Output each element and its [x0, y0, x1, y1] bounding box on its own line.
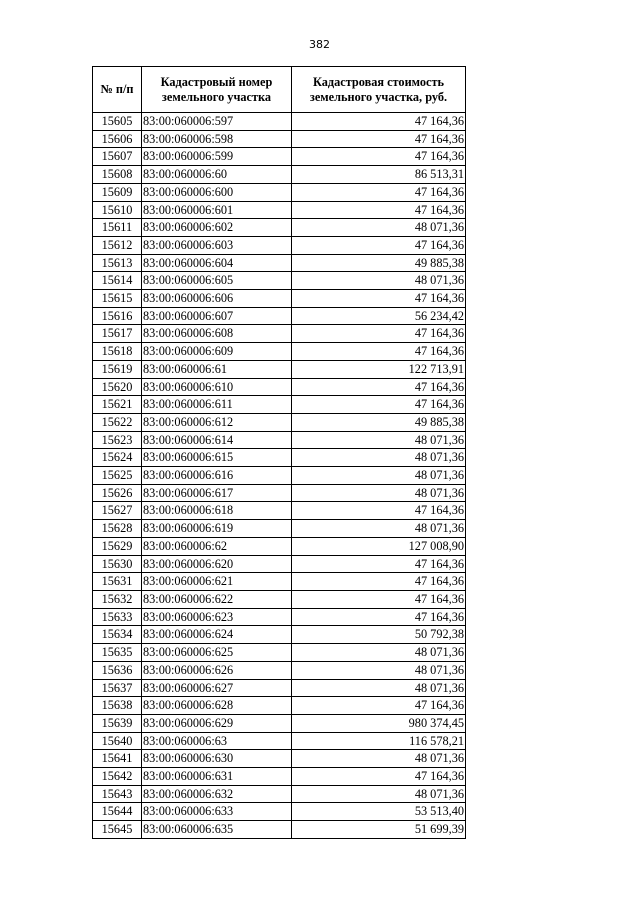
- row-number-cell: 15611: [93, 219, 142, 237]
- cadastral-value-cell: 48 071,36: [292, 644, 466, 662]
- table-row: [93, 148, 466, 166]
- cadastral-number-cell: 83:00:060006:63: [142, 732, 292, 750]
- cadastral-value-cell: 53 513,40: [292, 803, 466, 821]
- table-row: [93, 467, 466, 485]
- cadastral-number-cell: 83:00:060006:609: [142, 343, 292, 361]
- cadastral-value-cell: 48 071,36: [292, 520, 466, 538]
- row-number-cell: 15624: [93, 449, 142, 467]
- table-row: [93, 661, 466, 679]
- cadastral-number-cell: 83:00:060006:62: [142, 537, 292, 555]
- cadastral-number-cell: 83:00:060006:608: [142, 325, 292, 343]
- table-row: [93, 236, 466, 254]
- row-number-cell: 15634: [93, 626, 142, 644]
- cadastral-number-cell: 83:00:060006:599: [142, 148, 292, 166]
- row-number-cell: 15605: [93, 113, 142, 131]
- row-number-cell: 15641: [93, 750, 142, 768]
- cadastral-number-cell: 83:00:060006:602: [142, 219, 292, 237]
- table-row: [93, 183, 466, 201]
- row-number-cell: 15621: [93, 396, 142, 414]
- row-number-cell: 15632: [93, 590, 142, 608]
- cadastral-value-cell: 47 164,36: [292, 396, 466, 414]
- cadastral-number-cell: 83:00:060006:635: [142, 821, 292, 839]
- table-row: [93, 431, 466, 449]
- table-row: [93, 590, 466, 608]
- row-number-cell: 15627: [93, 502, 142, 520]
- row-number-cell: 15612: [93, 236, 142, 254]
- cadastral-number-cell: 83:00:060006:612: [142, 413, 292, 431]
- row-number-cell: 15640: [93, 732, 142, 750]
- table-header-row: [93, 67, 466, 113]
- table-row: [93, 413, 466, 431]
- cadastral-number-cell: 83:00:060006:621: [142, 573, 292, 591]
- row-number-cell: 15613: [93, 254, 142, 272]
- cadastral-number-cell: 83:00:060006:626: [142, 661, 292, 679]
- cadastral-value-cell: 48 071,36: [292, 431, 466, 449]
- cadastral-number-cell: 83:00:060006:630: [142, 750, 292, 768]
- cadastral-value-cell: 51 699,39: [292, 821, 466, 839]
- table-row: [93, 555, 466, 573]
- cadastral-value-cell: 47 164,36: [292, 768, 466, 786]
- cadastral-value-cell: 47 164,36: [292, 201, 466, 219]
- table-row: [93, 626, 466, 644]
- cadastral-value-cell: 47 164,36: [292, 590, 466, 608]
- cadastral-value-cell: 48 071,36: [292, 484, 466, 502]
- table-row: [93, 290, 466, 308]
- table-row: [93, 272, 466, 290]
- cadastral-value-cell: 47 164,36: [292, 502, 466, 520]
- cadastral-number-cell: 83:00:060006:610: [142, 378, 292, 396]
- cadastral-number-cell: 83:00:060006:600: [142, 183, 292, 201]
- cadastral-value-cell: 47 164,36: [292, 130, 466, 148]
- cadastral-value-cell: 47 164,36: [292, 697, 466, 715]
- row-number-cell: 15628: [93, 520, 142, 538]
- header-num: № п/п: [93, 67, 142, 113]
- cadastral-value-cell: 47 164,36: [292, 183, 466, 201]
- table-row: [93, 325, 466, 343]
- header-cadastral-number: Кадастровый номер земельного участка: [142, 67, 292, 113]
- row-number-cell: 15610: [93, 201, 142, 219]
- row-number-cell: 15606: [93, 130, 142, 148]
- cadastral-value-cell: 48 071,36: [292, 750, 466, 768]
- row-number-cell: 15617: [93, 325, 142, 343]
- cadastral-number-cell: 83:00:060006:624: [142, 626, 292, 644]
- cadastral-number-cell: 83:00:060006:620: [142, 555, 292, 573]
- cadastral-value-cell: 48 071,36: [292, 449, 466, 467]
- row-number-cell: 15644: [93, 803, 142, 821]
- cadastral-value-cell: 48 071,36: [292, 661, 466, 679]
- table-row: [93, 750, 466, 768]
- row-number-cell: 15618: [93, 343, 142, 361]
- table-row: [93, 449, 466, 467]
- cadastral-value-cell: 49 885,38: [292, 254, 466, 272]
- cadastral-value-cell: 48 071,36: [292, 272, 466, 290]
- cadastral-number-cell: 83:00:060006:625: [142, 644, 292, 662]
- table-row: [93, 502, 466, 520]
- cadastral-number-cell: 83:00:060006:601: [142, 201, 292, 219]
- row-number-cell: 15623: [93, 431, 142, 449]
- table-row: [93, 484, 466, 502]
- cadastral-value-cell: 47 164,36: [292, 325, 466, 343]
- cadastral-value-cell: 48 071,36: [292, 679, 466, 697]
- row-number-cell: 15631: [93, 573, 142, 591]
- cadastral-number-cell: 83:00:060006:615: [142, 449, 292, 467]
- cadastral-number-cell: 83:00:060006:632: [142, 785, 292, 803]
- table-row: [93, 378, 466, 396]
- table-row: [93, 396, 466, 414]
- cadastral-number-cell: 83:00:060006:614: [142, 431, 292, 449]
- cadastral-value-cell: 49 885,38: [292, 413, 466, 431]
- table-row: [93, 130, 466, 148]
- row-number-cell: 15619: [93, 360, 142, 378]
- cadastral-number-cell: 83:00:060006:606: [142, 290, 292, 308]
- cadastral-number-cell: 83:00:060006:598: [142, 130, 292, 148]
- row-number-cell: 15625: [93, 467, 142, 485]
- row-number-cell: 15615: [93, 290, 142, 308]
- cadastral-value-cell: 47 164,36: [292, 343, 466, 361]
- row-number-cell: 15614: [93, 272, 142, 290]
- table-row: [93, 768, 466, 786]
- table-row: [93, 307, 466, 325]
- table-row: [93, 343, 466, 361]
- table-row: [93, 360, 466, 378]
- row-number-cell: 15643: [93, 785, 142, 803]
- cadastral-number-cell: 83:00:060006:619: [142, 520, 292, 538]
- row-number-cell: 15639: [93, 714, 142, 732]
- table-row: [93, 821, 466, 839]
- table-row: [93, 679, 466, 697]
- cadastral-number-cell: 83:00:060006:628: [142, 697, 292, 715]
- row-number-cell: 15642: [93, 768, 142, 786]
- cadastral-number-cell: 83:00:060006:623: [142, 608, 292, 626]
- header-cadastral-value: Кадастровая стоимость земельного участка, руб.: [292, 67, 466, 113]
- cadastral-value-cell: 50 792,38: [292, 626, 466, 644]
- row-number-cell: 15626: [93, 484, 142, 502]
- row-number-cell: 15637: [93, 679, 142, 697]
- table-row: [93, 219, 466, 237]
- table-row: [93, 201, 466, 219]
- cadastral-number-cell: 83:00:060006:617: [142, 484, 292, 502]
- table-row: [93, 803, 466, 821]
- row-number-cell: 15636: [93, 661, 142, 679]
- cadastral-number-cell: 83:00:060006:597: [142, 113, 292, 131]
- row-number-cell: 15633: [93, 608, 142, 626]
- row-number-cell: 15645: [93, 821, 142, 839]
- cadastral-number-cell: 83:00:060006:629: [142, 714, 292, 732]
- cadastral-value-cell: 47 164,36: [292, 148, 466, 166]
- table-row: [93, 644, 466, 662]
- table-row: [93, 113, 466, 131]
- cadastral-value-cell: 47 164,36: [292, 573, 466, 591]
- cadastral-value-cell: 47 164,36: [292, 290, 466, 308]
- table-row: [93, 697, 466, 715]
- row-number-cell: 15638: [93, 697, 142, 715]
- cadastral-value-cell: 127 008,90: [292, 537, 466, 555]
- table-row: [93, 573, 466, 591]
- cadastral-number-cell: 83:00:060006:61: [142, 360, 292, 378]
- cadastral-value-cell: 980 374,45: [292, 714, 466, 732]
- cadastral-value-cell: 48 071,36: [292, 467, 466, 485]
- cadastral-number-cell: 83:00:060006:627: [142, 679, 292, 697]
- cadastral-value-cell: 47 164,36: [292, 555, 466, 573]
- row-number-cell: 15630: [93, 555, 142, 573]
- cadastral-value-cell: 47 164,36: [292, 236, 466, 254]
- table-row: [93, 254, 466, 272]
- row-number-cell: 15609: [93, 183, 142, 201]
- row-number-cell: 15607: [93, 148, 142, 166]
- cadastral-value-cell: 116 578,21: [292, 732, 466, 750]
- table-row: [93, 166, 466, 184]
- row-number-cell: 15620: [93, 378, 142, 396]
- row-number-cell: 15608: [93, 166, 142, 184]
- cadastral-number-cell: 83:00:060006:60: [142, 166, 292, 184]
- row-number-cell: 15635: [93, 644, 142, 662]
- cadastral-value-cell: 47 164,36: [292, 113, 466, 131]
- cadastral-number-cell: 83:00:060006:618: [142, 502, 292, 520]
- table-body: [93, 113, 466, 839]
- table-row: [93, 714, 466, 732]
- cadastral-number-cell: 83:00:060006:622: [142, 590, 292, 608]
- table-row: [93, 537, 466, 555]
- cadastral-number-cell: 83:00:060006:604: [142, 254, 292, 272]
- cadastral-number-cell: 83:00:060006:616: [142, 467, 292, 485]
- table-row: [93, 785, 466, 803]
- cadastral-number-cell: 83:00:060006:607: [142, 307, 292, 325]
- row-number-cell: 15629: [93, 537, 142, 555]
- cadastral-value-cell: 48 071,36: [292, 785, 466, 803]
- cadastral-value-cell: 86 513,31: [292, 166, 466, 184]
- page-number: 382: [309, 38, 330, 51]
- cadastral-value-cell: 47 164,36: [292, 378, 466, 396]
- row-number-cell: 15616: [93, 307, 142, 325]
- cadastral-number-cell: 83:00:060006:631: [142, 768, 292, 786]
- cadastral-value-table: [92, 66, 466, 839]
- table-row: [93, 520, 466, 538]
- table-row: [93, 608, 466, 626]
- cadastral-number-cell: 83:00:060006:633: [142, 803, 292, 821]
- row-number-cell: 15622: [93, 413, 142, 431]
- cadastral-number-cell: 83:00:060006:603: [142, 236, 292, 254]
- cadastral-value-cell: 122 713,91: [292, 360, 466, 378]
- cadastral-number-cell: 83:00:060006:611: [142, 396, 292, 414]
- cadastral-value-cell: 47 164,36: [292, 608, 466, 626]
- cadastral-number-cell: 83:00:060006:605: [142, 272, 292, 290]
- cadastral-value-cell: 56 234,42: [292, 307, 466, 325]
- table-row: [93, 732, 466, 750]
- cadastral-value-cell: 48 071,36: [292, 219, 466, 237]
